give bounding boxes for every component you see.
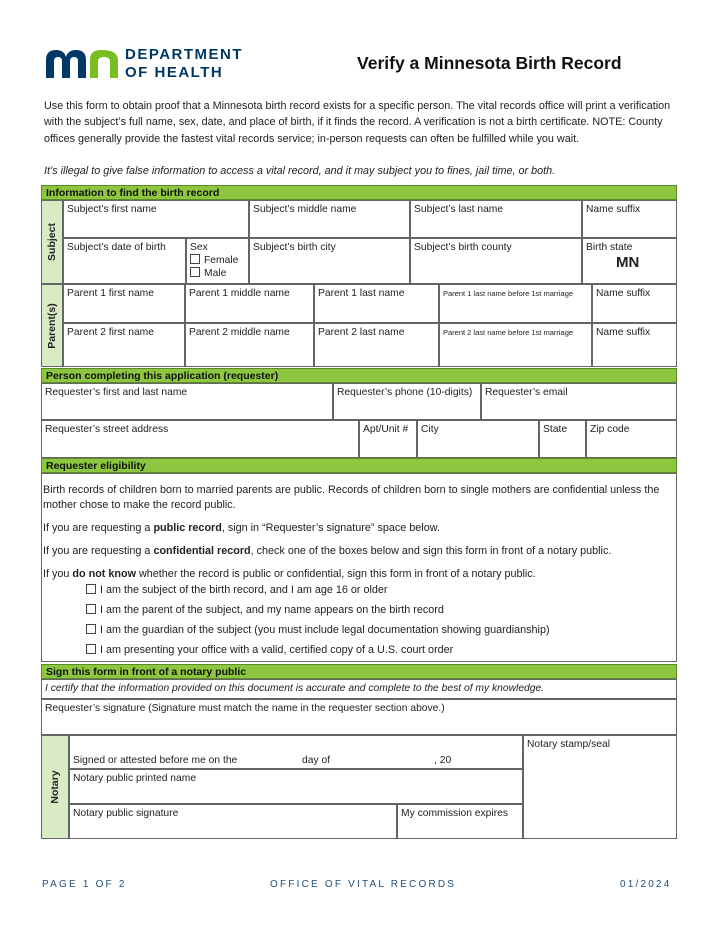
intro-text: Use this form to obtain proof that a Minnesota birth record exists for a specific person. The vital records office will print a verification with the subject’s full name, sex, date, and place of birth, if it finds the record. A verification is not a birth certificate. NOTE: County offices generally provide the fastest vital records service; in-person requests can often be fulfilled while you wait. [44,100,671,145]
dept-line-2: OF HEALTH [125,64,224,81]
office-name: OFFICE OF VITAL RECORDS [270,879,457,890]
subject-suffix-field[interactable]: Name suffix [582,200,677,238]
parent1-first-name-field[interactable]: Parent 1 first name [63,284,185,323]
subject-side-text: Subject [46,223,58,261]
eligibility-option-label: I am the guardian of the subject (you must include legal documentation showing guardianship) [100,624,550,636]
section-header-birth-record: Information to find the birth record [41,185,677,200]
parent1-last-name-field[interactable]: Parent 1 last name [314,284,439,323]
requester-phone-field[interactable]: Requester’s phone (10-digits) [333,383,481,420]
eligibility-option-subject[interactable] [86,584,387,596]
confidential-record-bold: confidential record [153,545,251,557]
subject-sex-field [186,238,249,284]
notary-signature-field[interactable]: Notary public signature [69,804,397,839]
parent1-last-name-before-marriage-field[interactable]: Parent 1 last name before 1st marriage [439,284,592,323]
public-record-post: , sign in “Requester’s signature” space below. [221,522,440,534]
eligibility-option-label: I am the parent of the subject, and my name appears on the birth record [100,604,444,616]
revision-date: 01/2024 [620,879,672,890]
male-label: Male [204,268,227,279]
female-option[interactable] [190,254,245,267]
eligibility-option-guardian[interactable] [86,624,550,636]
subject-birth-county-field[interactable]: Subject’s birth county [410,238,582,284]
section-header-eligibility: Requester eligibility [41,458,677,473]
confidential-record-pre: If you are requesting a [43,545,154,557]
notary-side-label [41,735,69,839]
parent2-last-name-field[interactable]: Parent 2 last name [314,323,439,367]
unknown-record-pre: If you [43,568,73,580]
mn-logo-icon [44,48,120,78]
year-label: , 20 [434,755,452,766]
day-of-label: day of [302,755,331,766]
unknown-record-bold: do not know [72,568,136,580]
subject-side-label [41,200,63,284]
male-checkbox[interactable] [190,267,200,277]
eligibility-checkbox[interactable] [86,584,96,594]
birth-state-label: Birth state [586,242,633,253]
public-record-bold: public record [153,522,222,534]
parent1-middle-name-field[interactable]: Parent 1 middle name [185,284,314,323]
requester-name-field[interactable]: Requester’s first and last name [41,383,333,420]
attested-label: Signed or attested before me on the [73,755,238,766]
notary-printed-name-field[interactable]: Notary public printed name [69,769,523,804]
parents-side-text: Parent(s) [46,302,58,349]
requester-city-field[interactable]: City [417,420,539,458]
unknown-record-post: whether the record is public or confidential, sign this form in front of a notary public. [136,568,536,580]
eligibility-option-parent[interactable] [86,604,444,616]
eligibility-checkbox[interactable] [86,624,96,634]
subject-last-name-field[interactable]: Subject’s last name [410,200,582,238]
section-header-notary: Sign this form in front of a notary public [41,664,677,679]
parent1-suffix-field[interactable]: Name suffix [592,284,677,323]
notary-side-text: Notary [49,770,61,804]
confidential-record-post: , check one of the boxes below and sign this form in front of a notary public. [250,545,612,557]
birth-state-field [582,238,677,284]
certification-statement: I certify that the information provided on this document is accurate and complete to the best of my knowledge. [41,679,677,699]
female-checkbox[interactable] [190,254,200,264]
parents-side-label [41,284,63,367]
sex-label: Sex [190,242,208,253]
attested-field[interactable] [69,735,523,769]
requester-email-field[interactable]: Requester’s email [481,383,677,420]
subject-first-name-field[interactable]: Subject’s first name [63,200,249,238]
eligibility-checkbox[interactable] [86,604,96,614]
requester-zip-field[interactable]: Zip code [586,420,677,458]
parent2-suffix-field[interactable]: Name suffix [592,323,677,367]
department-name [125,46,243,82]
eligibility-option-label: I am the subject of the birth record, and I am age 16 or older [100,584,388,596]
eligibility-option-court-order[interactable] [86,644,453,656]
dept-line-1: DEPARTMENT [125,46,244,63]
eligibility-intro: Birth records of children born to married parents are public. Records of children born to single mothers are confidential unless the mother chose to make the record public. [43,484,660,511]
subject-middle-name-field[interactable]: Subject’s middle name [249,200,410,238]
legal-warning: It’s illegal to give false information to access a vital record, and it may subject you to fines, jail time, or both. [44,165,556,177]
commission-expires-field[interactable]: My commission expires [397,804,523,839]
page-number: PAGE 1 OF 2 [42,879,127,890]
parent2-middle-name-field[interactable]: Parent 2 middle name [185,323,314,367]
parent2-last-name-before-marriage-field[interactable]: Parent 2 last name before 1st marriage [439,323,592,367]
requester-signature-field[interactable]: Requester’s signature (Signature must match the name in the requester section above.) [41,699,677,735]
public-record-instruction [43,521,677,536]
notary-stamp-area: Notary stamp/seal [523,735,677,839]
eligibility-checkbox[interactable] [86,644,96,654]
requester-state-field[interactable]: State [539,420,586,458]
confidential-record-instruction [43,544,677,559]
male-option[interactable] [190,267,245,280]
section-header-requester: Person completing this application (requester) [41,368,677,383]
subject-dob-field[interactable]: Subject’s date of birth [63,238,186,284]
parent2-first-name-field[interactable]: Parent 2 first name [63,323,185,367]
unknown-record-instruction [43,567,677,582]
female-label: Female [204,255,239,266]
requester-street-field[interactable]: Requester’s street address [41,420,359,458]
birth-state-value: MN [616,254,640,271]
form-title: Verify a Minnesota Birth Record [357,53,622,73]
requester-apt-field[interactable]: Apt/Unit # [359,420,417,458]
subject-birth-city-field[interactable]: Subject’s birth city [249,238,410,284]
eligibility-option-label: I am presenting your office with a valid, certified copy of a U.S. court order [100,644,454,656]
public-record-pre: If you are requesting a [43,522,154,534]
